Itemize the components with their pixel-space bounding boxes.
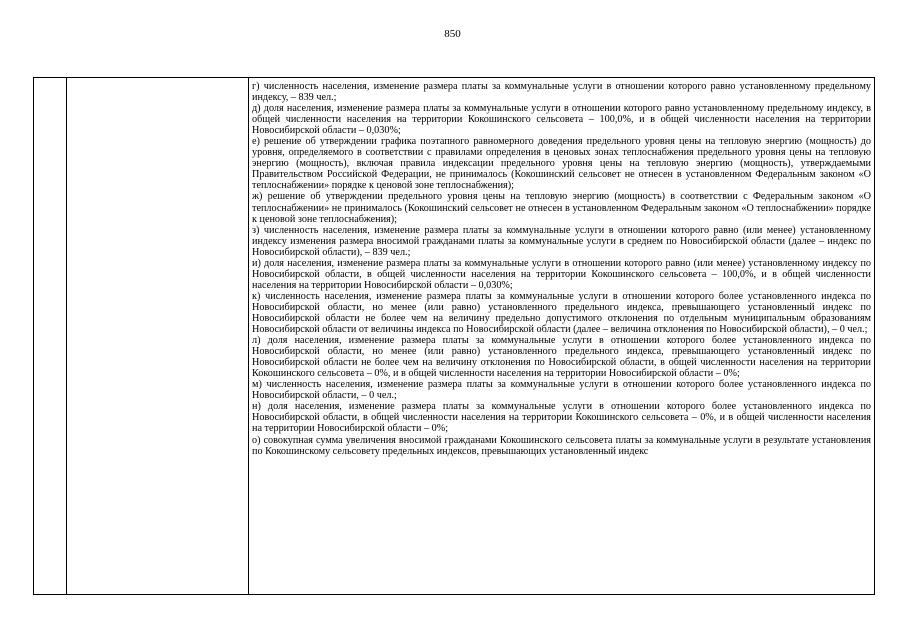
- paragraph: з) численность населения, изменение размера платы за коммунальные услуги в отношении которого равно (или менее) установленному индексу изменения размера вносимой гражданами платы за коммунальные услуги в среднем по Новосибирской области (далее – индекс по Новосибирской области), – 839 чел.;: [252, 224, 871, 258]
- paragraph: ж) решение об утверждении предельного уровня цены на тепловую энергию (мощность) в соответствии с Федеральным законом «О теплоснабжении» не принималось (Кокошинский сельсовет не отнесен в установленном Федеральным законом «О теплоснабжении» порядке к ценовой зоне теплоснабжения);: [252, 191, 871, 225]
- paragraph: л) доля населения, изменение размера платы за коммунальные услуги в отношении которого более установленного индекса по Новосибирской области, но менее (или равно) установленного предельного индекса, превышающего установленный индекс по Новосибирской области не более чем на величину отклонения по Новосибирской области, в общей численности населения на территории Кокошинского сельсовета – 0%, и в общей численности населения на территории Новосибирской области – 0%;: [252, 335, 871, 380]
- table-content-cell: [252, 81, 871, 457]
- paragraph: и) доля населения, изменение размера платы за коммунальные услуги в отношении которого равно (или менее) установленному индексу по Новосибирской области, в общей численности населения на территории Кокошинского сельсовета – 100,0%, и в общей численности населения на территории Новосибирской области – 0,030%;: [252, 257, 871, 291]
- page-number: 850: [444, 28, 461, 40]
- paragraph: о) совокупная сумма увеличения вносимой гражданами Кокошинского сельсовета платы за коммунальные услуги в результате установления по Кокошинскому сельсовету предельных индексов, превышающих установленный индекс: [252, 434, 871, 457]
- paragraph: г) численность населения, изменение размера платы за коммунальные услуги в отношении которого равно установленному предельному индексу, – 839 чел.;: [252, 81, 871, 104]
- paragraph: к) численность населения, изменение размера платы за коммунальные услуги в отношении которого более установленного индекса по Новосибирской области, но менее (или равно) установленного предельного индекса, превышающего установленный индекс по Новосибирской области не более чем на величину предельно допустимого отклонения по отдельным муниципальным образованиям Новосибирской области от величины индекса по Новосибирской области (далее – величина отклонения по Новосибирской области), – 0 чел.;: [252, 290, 871, 336]
- document-table: [33, 77, 875, 595]
- paragraph: д) доля населения, изменение размера платы за коммунальные услуги в отношении которого равно установленному предельному индексу, в общей численности населения на территории Кокошинского сельсовета – 100,0%, и в общей численности населения на территории Новосибирской области – 0,030%;: [252, 103, 871, 137]
- paragraph: е) решение об утверждении графика поэтапного равномерного доведения предельного уровня цены на тепловую энергию (мощность) до уровня, определяемого в соответствии с правилами определения в ценовых зонах теплоснабжения предельного уровня цены на тепловую энергию (мощность), включая правила индексации предельного уровня цены на тепловую энергию (мощность), утверждаемыми Правительством Российской Федерации, не принималось (Кокошинский сельсовет не отнесен в установленном Федеральным законом «О теплоснабжении» порядке к ценовой зоне теплоснабжения);: [252, 136, 871, 192]
- column-divider: [248, 78, 249, 594]
- paragraph: н) доля населения, изменение размера платы за коммунальные услуги в отношении которого более установленного индекса по Новосибирской области, в общей численности населения на территории Кокошинского сельсовета – 0%, и в общей численности населения на территории Новосибирской области – 0%;: [252, 401, 871, 435]
- paragraph: м) численность населения, изменение размера платы за коммунальные услуги в отношении которого более установленного индекса по Новосибирской области, – 0 чел.;: [252, 379, 871, 402]
- column-divider: [66, 78, 67, 594]
